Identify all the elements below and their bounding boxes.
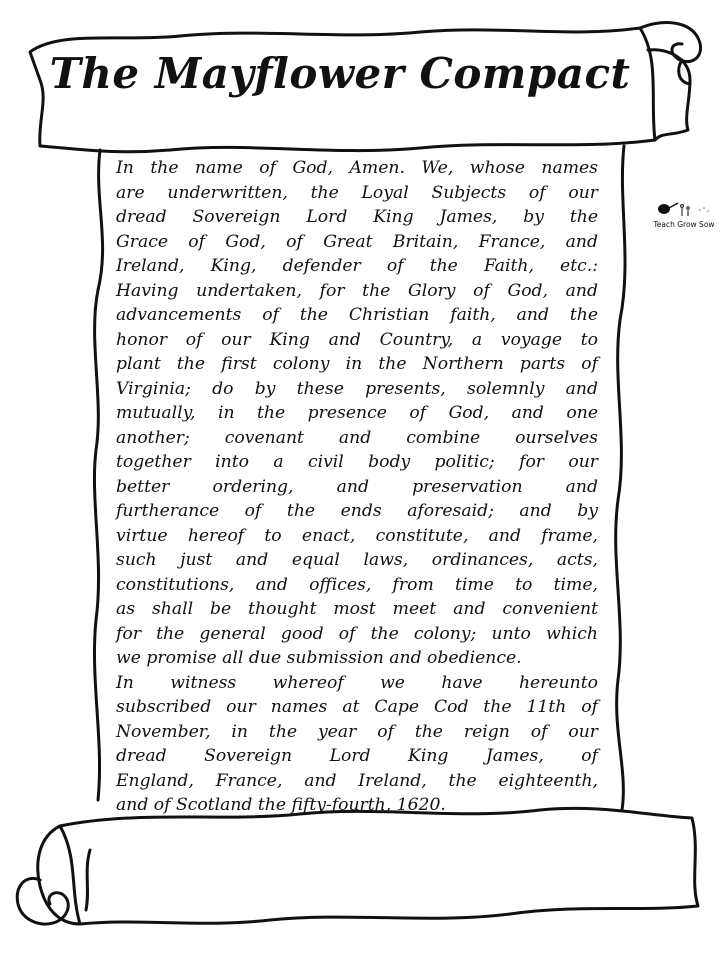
logo-text: Teach Grow Sow <box>653 220 715 229</box>
text-line: for the general good of the colony; unto which <box>116 623 598 644</box>
text-line: advancements of the Christian faith, and the <box>116 305 598 325</box>
text-line: Having undertaken, for the Glory of God, and <box>116 280 598 301</box>
text-line: November, in the year of the reign of our <box>116 721 598 742</box>
text-line: In witness whereof we have hereunto <box>116 672 598 693</box>
text-line: plant the first colony in the Northern parts of <box>116 354 598 374</box>
text-line: we promise all due submission and obedience. <box>116 648 522 668</box>
text-line: mutually, in the presence of God, and one <box>116 403 598 423</box>
text-line: virtue hereof to enact, constitute, and frame, <box>116 525 598 546</box>
scroll-right-edge <box>616 146 625 810</box>
scroll-left-edge <box>94 150 102 800</box>
text-line: such just and equal laws, ordinances, acts, <box>116 550 598 570</box>
text-line: Virginia; do by these presents, solemnly and <box>116 378 598 399</box>
text-line: better ordering, and preservation and <box>116 476 598 497</box>
text-line: and of Scotland the fifty-fourth, 1620. <box>116 795 446 815</box>
text-line: furtherance of the ends aforesaid; and by <box>116 501 598 521</box>
watering-can-icon <box>652 198 716 220</box>
page-title: The Mayflower Compact <box>49 49 631 98</box>
text-line: together into a civil body politic; for our <box>116 452 598 472</box>
text-line: subscribed our names at Cape Cod the 11th of <box>116 697 598 717</box>
text-line: dread Sovereign Lord King James, by the <box>116 207 598 227</box>
text-line: Ireland, King, defender of the Faith, etc.: <box>116 256 598 276</box>
text-line: another; covenant and combine ourselves <box>116 427 598 448</box>
text-line: as shall be thought most meet and convenient <box>116 599 598 619</box>
bottom-scroll-banner <box>60 808 698 924</box>
text-line: dread Sovereign Lord King James, of <box>116 746 598 766</box>
text-line: honor of our King and Country, a voyage to <box>116 329 598 350</box>
text-line: constitutions, and offices, from time to time, <box>116 574 598 595</box>
text-line: England, France, and Ireland, the eighteenth, <box>116 770 598 791</box>
publisher-logo <box>652 198 716 234</box>
text-line: Grace of God, of Great Britain, France, and <box>116 231 598 252</box>
text-line: In the name of God, Amen. We, whose names <box>116 158 598 178</box>
text-line: are underwritten, the Loyal Subjects of our <box>116 182 598 203</box>
compact-body-text <box>116 156 598 818</box>
